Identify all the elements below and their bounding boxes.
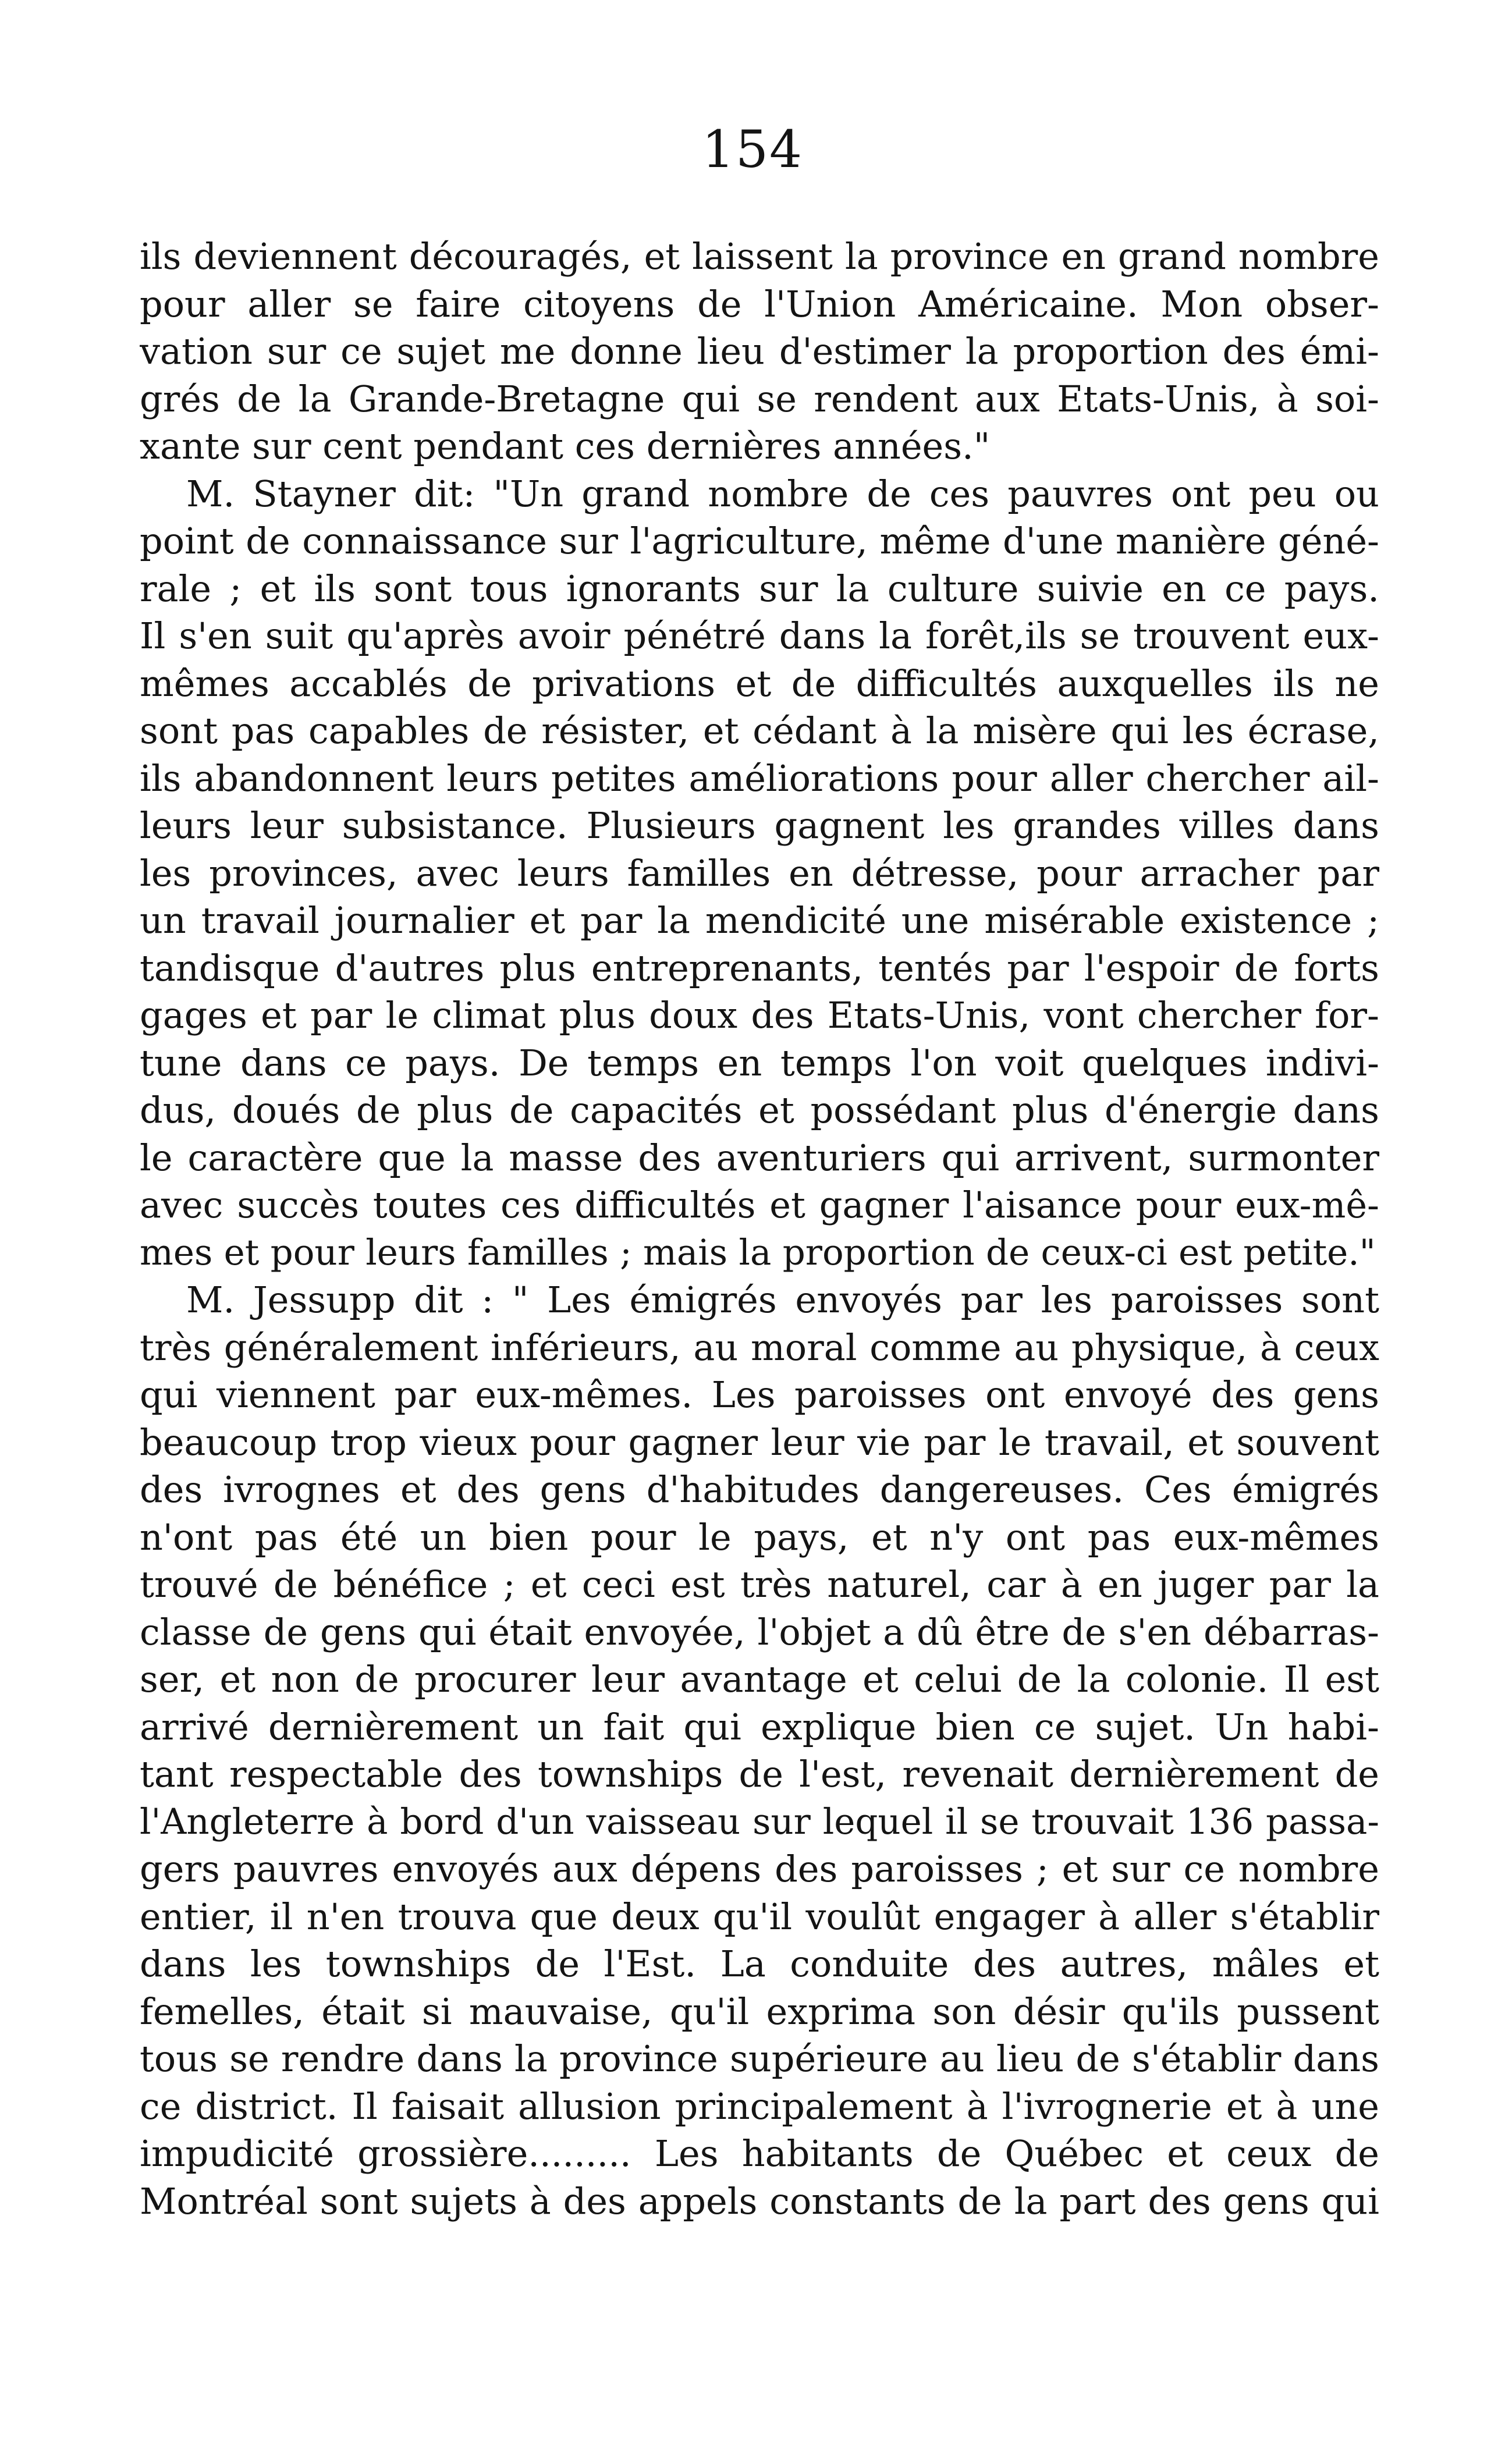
text-line: mêmes accablés de privations et de difficultés auxquelles ils ne bbox=[140, 662, 1379, 705]
text-line: ser, et non de procurer leur avantage et celui de la colonie. Il est bbox=[140, 1658, 1379, 1700]
text-line: femelles, était si mauvaise, qu'il exprima son désir qu'ils pussent bbox=[140, 1990, 1379, 2033]
text-line: gers pauvres envoyés aux dépens des paroisses ; et sur ce nombre bbox=[140, 1848, 1379, 1890]
text-line: xante sur cent pendant ces dernières années." bbox=[140, 425, 991, 467]
text-line: grés de la Grande-Bretagne qui se rendent aux Etats-Unis, à soi- bbox=[140, 377, 1379, 420]
text-line: le caractère que la masse des aventuriers qui arrivent, surmonter bbox=[140, 1136, 1379, 1179]
text-line: classe de gens qui était envoyée, l'objet a dû être de s'en débarras- bbox=[140, 1610, 1379, 1653]
text-line: Montréal sont sujets à des appels constants de la part des gens qui bbox=[140, 2179, 1379, 2222]
text-line: leurs leur subsistance. Plusieurs gagnent les grandes villes dans bbox=[140, 804, 1379, 847]
text-line: des ivrognes et des gens d'habitudes dangereuses. Ces émigrés bbox=[140, 1468, 1379, 1511]
text-line: mes et pour leurs familles ; mais la proportion de ceux-ci est petite." bbox=[140, 1231, 1376, 1273]
text-line: qui viennent par eux-mêmes. Les paroisses ont envoyé des gens bbox=[140, 1373, 1379, 1416]
text-line: dus, doués de plus de capacités et possédant plus d'énergie dans bbox=[140, 1089, 1379, 1131]
text-line: M. Stayner dit: "Un grand nombre de ces pauvres ont peu ou bbox=[186, 472, 1379, 515]
text-line: les provinces, avec leurs familles en détresse, pour arracher par bbox=[140, 851, 1379, 894]
text-line: sont pas capables de résister, et cédant à la misère qui les écrase, bbox=[140, 709, 1379, 752]
text-line: tant respectable des townships de l'est, revenait dernièrement de bbox=[140, 1753, 1379, 1795]
text-line: point de connaissance sur l'agriculture, même d'une manière géné- bbox=[140, 520, 1379, 562]
text-line: un travail journalier et par la mendicité une misérable existence ; bbox=[140, 899, 1379, 942]
text-line: beaucoup trop vieux pour gagner leur vie par le travail, et souvent bbox=[140, 1421, 1379, 1464]
text-line: ce district. Il faisait allusion principalement à l'ivrognerie et à une bbox=[140, 2085, 1379, 2128]
text-line: gages et par le climat plus doux des Etats-Unis, vont chercher for- bbox=[140, 994, 1379, 1036]
text-line: tune dans ce pays. De temps en temps l'on voit quelques indivi- bbox=[140, 1041, 1379, 1084]
body-text bbox=[140, 233, 1379, 2225]
text-line: entier, il n'en trouva que deux qu'il voulût engager à aller s'établir bbox=[140, 1895, 1379, 1938]
text-line: l'Angleterre à bord d'un vaisseau sur lequel il se trouvait 136 passa- bbox=[140, 1801, 1379, 1842]
text-line: très généralement inférieurs, au moral comme au physique, à ceux bbox=[140, 1326, 1379, 1369]
text-line: ils abandonnent leurs petites améliorations pour aller chercher ail- bbox=[140, 757, 1379, 800]
text-line: impudicité grossière......... Les habitants de Québec et ceux de bbox=[140, 2132, 1379, 2175]
text-line: tous se rendre dans la province supérieure au lieu de s'établir dans bbox=[140, 2037, 1379, 2080]
text-line: trouvé de bénéfice ; et ceci est très naturel, car à en juger par la bbox=[140, 1563, 1379, 1606]
text-line: Il s'en suit qu'après avoir pénétré dans la forêt,ils se trouvent eux- bbox=[140, 615, 1379, 657]
page-number: 154 bbox=[702, 119, 803, 179]
text-line: tandisque d'autres plus entreprenants, tentés par l'espoir de forts bbox=[140, 946, 1379, 989]
text-line: n'ont pas été un bien pour le pays, et n'y ont pas eux-mêmes bbox=[140, 1515, 1379, 1558]
text-line: M. Jessupp dit : " Les émigrés envoyés par les paroisses sont bbox=[186, 1279, 1379, 1321]
text-line: pour aller se faire citoyens de l'Union Américaine. Mon obser- bbox=[140, 282, 1379, 325]
text-line: arrivé dernièrement un fait qui explique bien ce sujet. Un habi- bbox=[140, 1705, 1379, 1748]
text-line: ils deviennent découragés, et laissent la province en grand nombre bbox=[140, 235, 1379, 278]
text-line: rale ; et ils sont tous ignorants sur la culture suivie en ce pays. bbox=[140, 567, 1379, 610]
text-line: dans les townships de l'Est. La conduite des autres, mâles et bbox=[140, 1943, 1379, 1985]
text-line: vation sur ce sujet me donne lieu d'estimer la proportion des émi- bbox=[140, 330, 1379, 372]
text-line: avec succès toutes ces difficultés et gagner l'aisance pour eux-mê- bbox=[140, 1184, 1379, 1226]
